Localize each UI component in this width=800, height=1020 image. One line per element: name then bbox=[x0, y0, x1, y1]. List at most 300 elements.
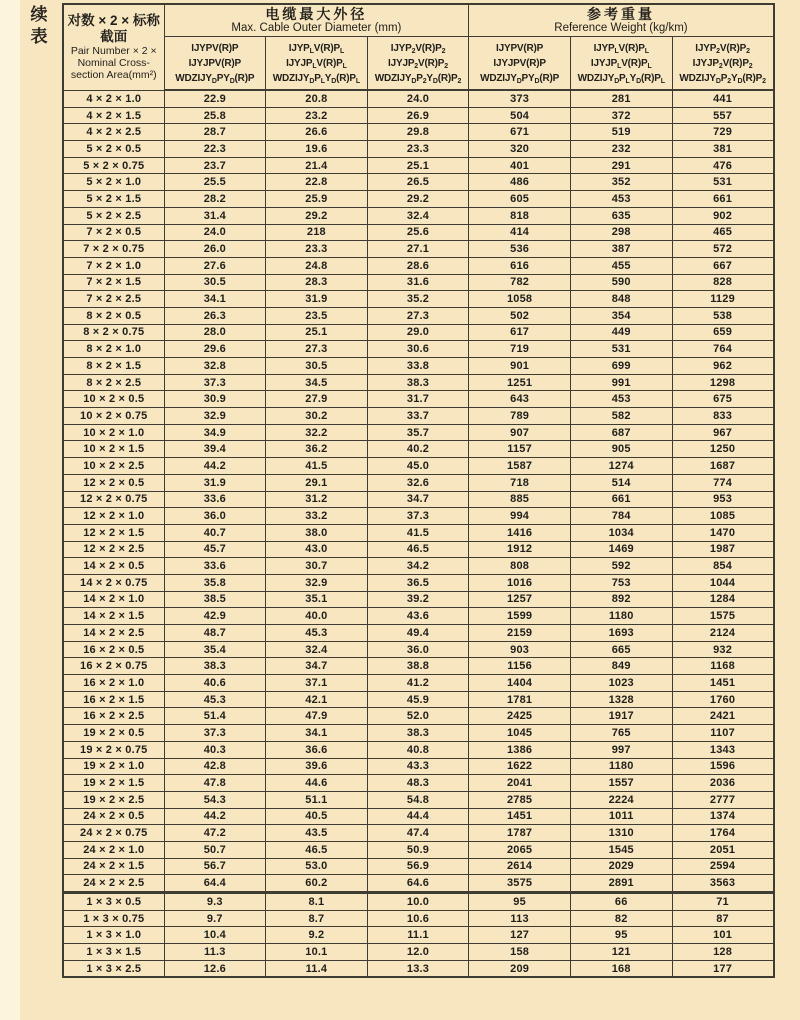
continued-char-1: 续 bbox=[30, 5, 48, 24]
cell-diameter-3: 29.0 bbox=[367, 324, 469, 341]
cell-weight-3: 531 bbox=[672, 174, 774, 191]
continued-char-2: 表 bbox=[30, 27, 48, 46]
row-label: 24 × 2 × 1.5 bbox=[63, 858, 164, 875]
cell-weight-2: 784 bbox=[570, 508, 672, 525]
cell-diameter-2: 27.3 bbox=[266, 341, 368, 358]
cell-diameter-2: 23.3 bbox=[266, 241, 368, 258]
cell-diameter-1: 25.5 bbox=[164, 174, 266, 191]
cell-weight-2: 1180 bbox=[570, 758, 672, 775]
cell-weight-2: 635 bbox=[570, 207, 672, 224]
cell-weight-1: 1599 bbox=[469, 608, 571, 625]
cell-weight-2: 699 bbox=[570, 358, 672, 375]
cell-diameter-1: 47.8 bbox=[164, 775, 266, 792]
cell-diameter-2: 33.2 bbox=[266, 508, 368, 525]
cell-diameter-3: 37.3 bbox=[367, 508, 469, 525]
cell-weight-1: 320 bbox=[469, 141, 571, 158]
cell-diameter-3: 10.0 bbox=[367, 893, 469, 911]
cell-weight-1: 504 bbox=[469, 107, 571, 124]
cell-weight-1: 1912 bbox=[469, 541, 571, 558]
cell-weight-2: 1011 bbox=[570, 808, 672, 825]
column-header-weight-models-1: IJYPV(R)P IJYJPV(R)P $WDZIJY_DPY_D(R)P$ bbox=[469, 37, 571, 91]
cell-weight-3: 1168 bbox=[672, 658, 774, 675]
cell-weight-2: 232 bbox=[570, 141, 672, 158]
cell-diameter-1: 32.9 bbox=[164, 408, 266, 425]
cell-diameter-2: 35.1 bbox=[266, 591, 368, 608]
cell-weight-2: 121 bbox=[570, 944, 672, 961]
cell-diameter-2: 36.2 bbox=[266, 441, 368, 458]
cell-diameter-2: 51.1 bbox=[266, 791, 368, 808]
row-label: 16 × 2 × 1.5 bbox=[63, 691, 164, 708]
cell-diameter-1: 35.8 bbox=[164, 574, 266, 591]
pair-number-header-en-line1: Pair Number × 2 × bbox=[70, 45, 157, 58]
cell-diameter-2: 10.1 bbox=[266, 944, 368, 961]
cell-diameter-3: 43.3 bbox=[367, 758, 469, 775]
cell-weight-2: 66 bbox=[570, 893, 672, 911]
cell-diameter-3: 29.8 bbox=[367, 124, 469, 141]
cell-diameter-3: 27.1 bbox=[367, 241, 469, 258]
table-row bbox=[63, 524, 774, 541]
table-row bbox=[63, 408, 774, 425]
table-row bbox=[63, 307, 774, 324]
cell-weight-3: 2594 bbox=[672, 858, 774, 875]
cell-diameter-1: 9.3 bbox=[164, 893, 266, 911]
table-row bbox=[63, 808, 774, 825]
table-row bbox=[63, 691, 774, 708]
cell-weight-1: 808 bbox=[469, 558, 571, 575]
cell-weight-2: 1034 bbox=[570, 524, 672, 541]
cell-weight-2: 661 bbox=[570, 491, 672, 508]
row-label: 5 × 2 × 2.5 bbox=[63, 207, 164, 224]
cell-weight-1: 671 bbox=[469, 124, 571, 141]
cell-diameter-2: 34.5 bbox=[266, 374, 368, 391]
cell-weight-1: 1622 bbox=[469, 758, 571, 775]
cell-diameter-3: 48.3 bbox=[367, 775, 469, 792]
cell-diameter-3: 32.4 bbox=[367, 207, 469, 224]
cell-diameter-2: 30.2 bbox=[266, 408, 368, 425]
cell-weight-3: 2421 bbox=[672, 708, 774, 725]
cell-weight-2: 1274 bbox=[570, 458, 672, 475]
cell-diameter-2: 37.1 bbox=[266, 675, 368, 692]
cell-weight-2: 2891 bbox=[570, 875, 672, 893]
column-header-weight-models-3: $IJYP_2V(R)P_2$ $IJYJP_2V(R)P_2$ $WDZIJY_DP_2Y_D(R)P_2$ bbox=[672, 37, 774, 91]
cell-weight-1: 903 bbox=[469, 641, 571, 658]
cell-diameter-2: 36.6 bbox=[266, 741, 368, 758]
cell-diameter-1: 48.7 bbox=[164, 625, 266, 642]
row-label: 10 × 2 × 1.5 bbox=[63, 441, 164, 458]
cell-weight-2: 905 bbox=[570, 441, 672, 458]
table-row bbox=[63, 741, 774, 758]
cell-diameter-2: 30.7 bbox=[266, 558, 368, 575]
cell-diameter-1: 26.0 bbox=[164, 241, 266, 258]
table-row bbox=[63, 910, 774, 927]
table-row bbox=[63, 90, 774, 107]
row-label: 7 × 2 × 2.5 bbox=[63, 291, 164, 308]
cell-diameter-2: 29.1 bbox=[266, 474, 368, 491]
table-row bbox=[63, 358, 774, 375]
cell-diameter-2: 60.2 bbox=[266, 875, 368, 893]
cell-diameter-3: 25.6 bbox=[367, 224, 469, 241]
table-row bbox=[63, 124, 774, 141]
cell-weight-2: 991 bbox=[570, 374, 672, 391]
cell-weight-3: 2777 bbox=[672, 791, 774, 808]
cell-weight-1: 486 bbox=[469, 174, 571, 191]
cell-weight-1: 1404 bbox=[469, 675, 571, 692]
cell-diameter-3: 39.2 bbox=[367, 591, 469, 608]
table-row bbox=[63, 191, 774, 208]
cell-weight-3: 1044 bbox=[672, 574, 774, 591]
cell-diameter-2: 21.4 bbox=[266, 157, 368, 174]
cell-weight-3: 538 bbox=[672, 307, 774, 324]
table-row bbox=[63, 791, 774, 808]
cell-weight-2: 665 bbox=[570, 641, 672, 658]
cell-diameter-3: 40.8 bbox=[367, 741, 469, 758]
cell-weight-2: 453 bbox=[570, 191, 672, 208]
table-body bbox=[63, 90, 774, 977]
row-label: 14 × 2 × 1.5 bbox=[63, 608, 164, 625]
cell-weight-3: 441 bbox=[672, 90, 774, 107]
cell-diameter-1: 11.3 bbox=[164, 944, 266, 961]
cell-weight-1: 2425 bbox=[469, 708, 571, 725]
row-label: 8 × 2 × 1.5 bbox=[63, 358, 164, 375]
cell-diameter-2: 46.5 bbox=[266, 841, 368, 858]
cell-weight-2: 2224 bbox=[570, 791, 672, 808]
cell-weight-2: 1917 bbox=[570, 708, 672, 725]
cell-weight-3: 828 bbox=[672, 274, 774, 291]
table-row bbox=[63, 591, 774, 608]
cell-weight-3: 1451 bbox=[672, 675, 774, 692]
cell-weight-2: 1023 bbox=[570, 675, 672, 692]
table-row bbox=[63, 324, 774, 341]
row-label: 19 × 2 × 2.5 bbox=[63, 791, 164, 808]
cell-diameter-2: 43.0 bbox=[266, 541, 368, 558]
cell-weight-1: 127 bbox=[469, 927, 571, 944]
cell-weight-1: 158 bbox=[469, 944, 571, 961]
row-label: 19 × 2 × 1.0 bbox=[63, 758, 164, 775]
cell-weight-2: 849 bbox=[570, 658, 672, 675]
cell-diameter-2: 34.7 bbox=[266, 658, 368, 675]
cell-diameter-1: 29.6 bbox=[164, 341, 266, 358]
table-row bbox=[63, 174, 774, 191]
cell-weight-2: 354 bbox=[570, 307, 672, 324]
cell-weight-1: 1251 bbox=[469, 374, 571, 391]
cell-diameter-1: 40.3 bbox=[164, 741, 266, 758]
cell-weight-2: 2029 bbox=[570, 858, 672, 875]
table-row bbox=[63, 107, 774, 124]
cell-diameter-2: 45.3 bbox=[266, 625, 368, 642]
cell-weight-1: 789 bbox=[469, 408, 571, 425]
row-label: 16 × 2 × 0.5 bbox=[63, 641, 164, 658]
cell-weight-1: 885 bbox=[469, 491, 571, 508]
cell-diameter-1: 12.6 bbox=[164, 960, 266, 977]
cell-diameter-1: 25.8 bbox=[164, 107, 266, 124]
cell-weight-1: 782 bbox=[469, 274, 571, 291]
table-row bbox=[63, 491, 774, 508]
cell-weight-3: 1596 bbox=[672, 758, 774, 775]
table-row bbox=[63, 241, 774, 258]
row-label: 12 × 2 × 1.0 bbox=[63, 508, 164, 525]
table-row bbox=[63, 675, 774, 692]
cell-diameter-1: 39.4 bbox=[164, 441, 266, 458]
cell-diameter-1: 28.0 bbox=[164, 324, 266, 341]
cell-weight-2: 1693 bbox=[570, 625, 672, 642]
cell-weight-1: 113 bbox=[469, 910, 571, 927]
cell-weight-1: 1416 bbox=[469, 524, 571, 541]
cell-weight-1: 1156 bbox=[469, 658, 571, 675]
row-label: 12 × 2 × 2.5 bbox=[63, 541, 164, 558]
outer-diameter-title-en: Max. Cable Outer Diameter (mm) bbox=[231, 22, 402, 34]
table-row bbox=[63, 708, 774, 725]
cell-diameter-1: 28.7 bbox=[164, 124, 266, 141]
cell-weight-2: 519 bbox=[570, 124, 672, 141]
row-label: 16 × 2 × 2.5 bbox=[63, 708, 164, 725]
cell-diameter-2: 32.2 bbox=[266, 424, 368, 441]
column-header-pair-number bbox=[63, 4, 164, 90]
table-row bbox=[63, 825, 774, 842]
cell-diameter-1: 38.3 bbox=[164, 658, 266, 675]
cell-diameter-3: 49.4 bbox=[367, 625, 469, 642]
cell-diameter-3: 34.7 bbox=[367, 491, 469, 508]
row-label: 14 × 2 × 0.75 bbox=[63, 574, 164, 591]
cell-weight-2: 82 bbox=[570, 910, 672, 927]
cell-diameter-3: 25.1 bbox=[367, 157, 469, 174]
cell-diameter-3: 28.6 bbox=[367, 257, 469, 274]
cell-weight-2: 453 bbox=[570, 391, 672, 408]
cell-diameter-1: 45.7 bbox=[164, 541, 266, 558]
cell-weight-3: 661 bbox=[672, 191, 774, 208]
cell-diameter-2: 27.9 bbox=[266, 391, 368, 408]
cell-weight-1: 536 bbox=[469, 241, 571, 258]
cell-weight-3: 557 bbox=[672, 107, 774, 124]
cell-weight-3: 774 bbox=[672, 474, 774, 491]
cell-diameter-3: 36.0 bbox=[367, 641, 469, 658]
cell-weight-1: 2614 bbox=[469, 858, 571, 875]
table-row bbox=[63, 608, 774, 625]
cell-diameter-2: 26.6 bbox=[266, 124, 368, 141]
cell-diameter-3: 56.9 bbox=[367, 858, 469, 875]
row-label: 16 × 2 × 1.0 bbox=[63, 675, 164, 692]
cell-weight-1: 502 bbox=[469, 307, 571, 324]
table-row bbox=[63, 508, 774, 525]
cell-diameter-2: 43.5 bbox=[266, 825, 368, 842]
table-row bbox=[63, 858, 774, 875]
cell-diameter-3: 33.8 bbox=[367, 358, 469, 375]
cell-diameter-1: 45.3 bbox=[164, 691, 266, 708]
cell-weight-3: 1374 bbox=[672, 808, 774, 825]
cell-weight-1: 1787 bbox=[469, 825, 571, 842]
group-header-outer-diameter bbox=[164, 4, 469, 37]
table-row bbox=[63, 374, 774, 391]
pair-number-header-en-line3: section Area(mm²) bbox=[70, 69, 157, 82]
cell-weight-3: 1760 bbox=[672, 691, 774, 708]
cell-diameter-1: 40.7 bbox=[164, 524, 266, 541]
cell-weight-2: 531 bbox=[570, 341, 672, 358]
page-margin-strip bbox=[0, 0, 20, 1020]
row-label: 7 × 2 × 0.5 bbox=[63, 224, 164, 241]
row-label: 8 × 2 × 1.0 bbox=[63, 341, 164, 358]
column-header-weight-models-2: $IJYP_LV(R)P_L$ $IJYJP_LV(R)P_L$ $WDZIJY_DP_LY_D(R)P_L$ bbox=[570, 37, 672, 91]
cell-weight-3: 572 bbox=[672, 241, 774, 258]
cell-weight-3: 2051 bbox=[672, 841, 774, 858]
column-header-diameter-models-3: $IJYP_2V(R)P_2$ $IJYJP_2V(R)P_2$ $WDZIJY_DP_2Y_D(R)P_2$ bbox=[367, 37, 469, 91]
cell-diameter-1: 31.9 bbox=[164, 474, 266, 491]
cell-weight-1: 1016 bbox=[469, 574, 571, 591]
row-label: 5 × 2 × 1.5 bbox=[63, 191, 164, 208]
row-label: 5 × 2 × 0.5 bbox=[63, 141, 164, 158]
cell-weight-1: 401 bbox=[469, 157, 571, 174]
cell-diameter-2: 40.5 bbox=[266, 808, 368, 825]
cell-weight-1: 643 bbox=[469, 391, 571, 408]
table-row bbox=[63, 474, 774, 491]
cell-diameter-1: 10.4 bbox=[164, 927, 266, 944]
table-row bbox=[63, 625, 774, 642]
cell-weight-2: 590 bbox=[570, 274, 672, 291]
table-row bbox=[63, 875, 774, 893]
cell-weight-1: 1587 bbox=[469, 458, 571, 475]
row-label: 7 × 2 × 1.5 bbox=[63, 274, 164, 291]
row-label: 10 × 2 × 0.5 bbox=[63, 391, 164, 408]
cell-weight-3: 667 bbox=[672, 257, 774, 274]
cell-weight-2: 514 bbox=[570, 474, 672, 491]
table-row bbox=[63, 841, 774, 858]
table-row bbox=[63, 658, 774, 675]
cell-weight-3: 1250 bbox=[672, 441, 774, 458]
cell-weight-2: 168 bbox=[570, 960, 672, 977]
table-row bbox=[63, 541, 774, 558]
cell-diameter-2: 34.1 bbox=[266, 725, 368, 742]
row-label: 10 × 2 × 0.75 bbox=[63, 408, 164, 425]
pair-number-header-en-line2: Nominal Cross- bbox=[77, 57, 150, 70]
cell-weight-2: 753 bbox=[570, 574, 672, 591]
reference-weight-title-zh: 参考重量 bbox=[586, 6, 655, 22]
row-label: 1 × 3 × 0.75 bbox=[63, 910, 164, 927]
row-label: 24 × 2 × 1.0 bbox=[63, 841, 164, 858]
cell-diameter-1: 38.5 bbox=[164, 591, 266, 608]
table-row bbox=[63, 424, 774, 441]
cell-diameter-3: 23.3 bbox=[367, 141, 469, 158]
cell-diameter-3: 31.6 bbox=[367, 274, 469, 291]
row-label: 14 × 2 × 0.5 bbox=[63, 558, 164, 575]
reference-weight-title-en: Reference Weight (kg/km) bbox=[554, 22, 688, 34]
cell-diameter-1: 34.9 bbox=[164, 424, 266, 441]
cell-weight-2: 892 bbox=[570, 591, 672, 608]
row-label: 14 × 2 × 1.0 bbox=[63, 591, 164, 608]
cell-weight-3: 932 bbox=[672, 641, 774, 658]
cell-diameter-1: 47.2 bbox=[164, 825, 266, 842]
table-header bbox=[63, 4, 774, 90]
row-label: 4 × 2 × 1.5 bbox=[63, 107, 164, 124]
cell-weight-3: 2124 bbox=[672, 625, 774, 642]
row-label: 1 × 3 × 1.5 bbox=[63, 944, 164, 961]
row-label: 24 × 2 × 0.75 bbox=[63, 825, 164, 842]
cell-diameter-2: 25.1 bbox=[266, 324, 368, 341]
cell-diameter-1: 44.2 bbox=[164, 458, 266, 475]
cell-weight-1: 1451 bbox=[469, 808, 571, 825]
cell-diameter-2: 11.4 bbox=[266, 960, 368, 977]
cell-diameter-1: 27.6 bbox=[164, 257, 266, 274]
row-label: 19 × 2 × 0.75 bbox=[63, 741, 164, 758]
cell-diameter-1: 26.3 bbox=[164, 307, 266, 324]
cell-weight-1: 1781 bbox=[469, 691, 571, 708]
cell-weight-3: 675 bbox=[672, 391, 774, 408]
cell-weight-2: 372 bbox=[570, 107, 672, 124]
cell-diameter-2: 24.8 bbox=[266, 257, 368, 274]
cell-weight-3: 962 bbox=[672, 358, 774, 375]
cell-diameter-2: 9.2 bbox=[266, 927, 368, 944]
cell-weight-2: 387 bbox=[570, 241, 672, 258]
cell-weight-2: 1557 bbox=[570, 775, 672, 792]
table-row bbox=[63, 274, 774, 291]
cell-diameter-1: 56.7 bbox=[164, 858, 266, 875]
cell-weight-1: 907 bbox=[469, 424, 571, 441]
row-label: 8 × 2 × 2.5 bbox=[63, 374, 164, 391]
row-label: 1 × 3 × 2.5 bbox=[63, 960, 164, 977]
cell-diameter-2: 38.0 bbox=[266, 524, 368, 541]
table-row bbox=[63, 641, 774, 658]
cell-weight-3: 1343 bbox=[672, 741, 774, 758]
cell-weight-2: 848 bbox=[570, 291, 672, 308]
cell-weight-3: 1575 bbox=[672, 608, 774, 625]
cell-diameter-3: 34.2 bbox=[367, 558, 469, 575]
cell-weight-3: 729 bbox=[672, 124, 774, 141]
cell-diameter-1: 33.6 bbox=[164, 558, 266, 575]
cell-weight-1: 1157 bbox=[469, 441, 571, 458]
cell-diameter-3: 12.0 bbox=[367, 944, 469, 961]
row-label: 7 × 2 × 1.0 bbox=[63, 257, 164, 274]
cell-diameter-3: 35.7 bbox=[367, 424, 469, 441]
cell-diameter-3: 32.6 bbox=[367, 474, 469, 491]
cell-diameter-2: 22.8 bbox=[266, 174, 368, 191]
row-label: 8 × 2 × 0.75 bbox=[63, 324, 164, 341]
continued-table-label bbox=[26, 4, 52, 48]
cell-weight-2: 1310 bbox=[570, 825, 672, 842]
cell-diameter-1: 54.3 bbox=[164, 791, 266, 808]
cell-weight-3: 1298 bbox=[672, 374, 774, 391]
cell-weight-1: 209 bbox=[469, 960, 571, 977]
row-label: 14 × 2 × 2.5 bbox=[63, 625, 164, 642]
table-row bbox=[63, 758, 774, 775]
cell-weight-1: 2065 bbox=[469, 841, 571, 858]
cell-diameter-3: 52.0 bbox=[367, 708, 469, 725]
cell-weight-1: 994 bbox=[469, 508, 571, 525]
cell-diameter-1: 37.3 bbox=[164, 374, 266, 391]
cell-weight-1: 818 bbox=[469, 207, 571, 224]
cell-diameter-1: 37.3 bbox=[164, 725, 266, 742]
cell-weight-2: 997 bbox=[570, 741, 672, 758]
cell-weight-2: 1180 bbox=[570, 608, 672, 625]
cell-diameter-1: 32.8 bbox=[164, 358, 266, 375]
cell-weight-3: 1129 bbox=[672, 291, 774, 308]
row-label: 19 × 2 × 0.5 bbox=[63, 725, 164, 742]
cell-diameter-2: 23.5 bbox=[266, 307, 368, 324]
row-label: 4 × 2 × 1.0 bbox=[63, 90, 164, 107]
cell-weight-1: 1257 bbox=[469, 591, 571, 608]
cell-diameter-1: 30.5 bbox=[164, 274, 266, 291]
cell-weight-3: 659 bbox=[672, 324, 774, 341]
table-row bbox=[63, 291, 774, 308]
cell-diameter-2: 32.9 bbox=[266, 574, 368, 591]
table-row bbox=[63, 458, 774, 475]
cell-diameter-3: 30.6 bbox=[367, 341, 469, 358]
column-header-diameter-models-2: $IJYP_LV(R)P_L$ $IJYJP_LV(R)P_L$ $WDZIJY_DP_LY_D(R)P_L$ bbox=[266, 37, 368, 91]
cell-weight-1: 617 bbox=[469, 324, 571, 341]
table-row bbox=[63, 893, 774, 911]
row-label: 12 × 2 × 0.75 bbox=[63, 491, 164, 508]
row-label: 12 × 2 × 1.5 bbox=[63, 524, 164, 541]
cell-weight-3: 1107 bbox=[672, 725, 774, 742]
cell-diameter-2: 53.0 bbox=[266, 858, 368, 875]
cell-diameter-3: 24.0 bbox=[367, 90, 469, 107]
cell-weight-3: 476 bbox=[672, 157, 774, 174]
